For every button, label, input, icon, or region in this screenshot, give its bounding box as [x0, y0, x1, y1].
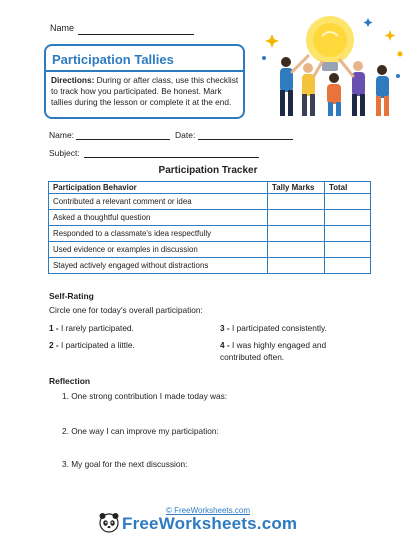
tally-cell[interactable] [268, 226, 325, 242]
reflection-item-3[interactable]: 3. My goal for the next discussion: [62, 459, 188, 469]
brand-worksheets: Worksheets.com [158, 514, 298, 533]
name-label: Name: [49, 130, 75, 140]
behavior-cell: Responded to a classmate's idea respectfully [49, 226, 268, 242]
top-name-label: Name [50, 23, 75, 33]
total-cell[interactable] [325, 210, 371, 226]
table-row [49, 242, 371, 258]
rating-option-1[interactable]: 1 - I rarely participated. [49, 323, 134, 333]
subject-line[interactable] [84, 157, 259, 158]
total-cell[interactable] [325, 226, 371, 242]
header-tally: Tally Marks [268, 182, 325, 194]
people-lightbulb-illustration [258, 10, 408, 122]
behavior-cell: Used evidence or examples in discussion [49, 242, 268, 258]
tally-cell[interactable] [268, 210, 325, 226]
name-line[interactable] [76, 139, 170, 140]
rating-option-3[interactable]: 3 - I participated consistently. [220, 323, 327, 333]
total-cell[interactable] [325, 242, 371, 258]
tracker-title: Participation Tracker [158, 165, 258, 176]
table-header-row [49, 182, 371, 194]
directions-text: During or after class, use this checklist to track how you participated. Be honest. Mark tallies during the lesson or complete it at the end. [51, 75, 239, 107]
self-rating-prompt: Circle one for today's overall participation: [49, 305, 203, 315]
behavior-cell: Asked a thoughtful question [49, 210, 268, 226]
total-cell[interactable] [325, 194, 371, 210]
tally-cell[interactable] [268, 242, 325, 258]
footer-copyright-link[interactable]: © FreeWorksheets.com [166, 506, 250, 515]
directions-label: Directions: [51, 75, 95, 85]
self-rating-heading: Self-Rating [49, 291, 94, 301]
participation-tracker-table [48, 181, 371, 274]
behavior-cell: Contributed a relevant comment or idea [49, 194, 268, 210]
title-rule [46, 70, 243, 72]
table-row [49, 210, 371, 226]
table-row [49, 226, 371, 242]
title-box [44, 44, 245, 119]
table-row [49, 194, 371, 210]
brand-free: Free [122, 514, 159, 533]
rating-option-2[interactable]: 2 - I participated a little. [49, 340, 135, 350]
behavior-cell: Stayed actively engaged without distractions [49, 258, 268, 274]
header-behavior: Participation Behavior [49, 182, 268, 194]
reflection-item-2[interactable]: 2. One way I can improve my participation: [62, 426, 219, 436]
reflection-item-1[interactable]: 1. One strong contribution I made today was: [62, 391, 228, 401]
rating-option-4[interactable]: 4 - I was highly engaged and contributed often. [220, 340, 327, 362]
header-total: Total [325, 182, 371, 194]
table-row [49, 258, 371, 274]
total-cell[interactable] [325, 258, 371, 274]
date-label: Date: [175, 130, 196, 140]
reflection-heading: Reflection [49, 376, 91, 386]
directions [51, 75, 243, 108]
panda-logo-icon [98, 511, 120, 533]
date-line[interactable] [198, 139, 293, 140]
footer-brand[interactable] [122, 514, 297, 534]
worksheet-title: Participation Tallies [52, 52, 174, 67]
tally-cell[interactable] [268, 194, 325, 210]
subject-label: Subject: [49, 148, 80, 158]
top-name-line[interactable] [78, 34, 194, 35]
tally-cell[interactable] [268, 258, 325, 274]
